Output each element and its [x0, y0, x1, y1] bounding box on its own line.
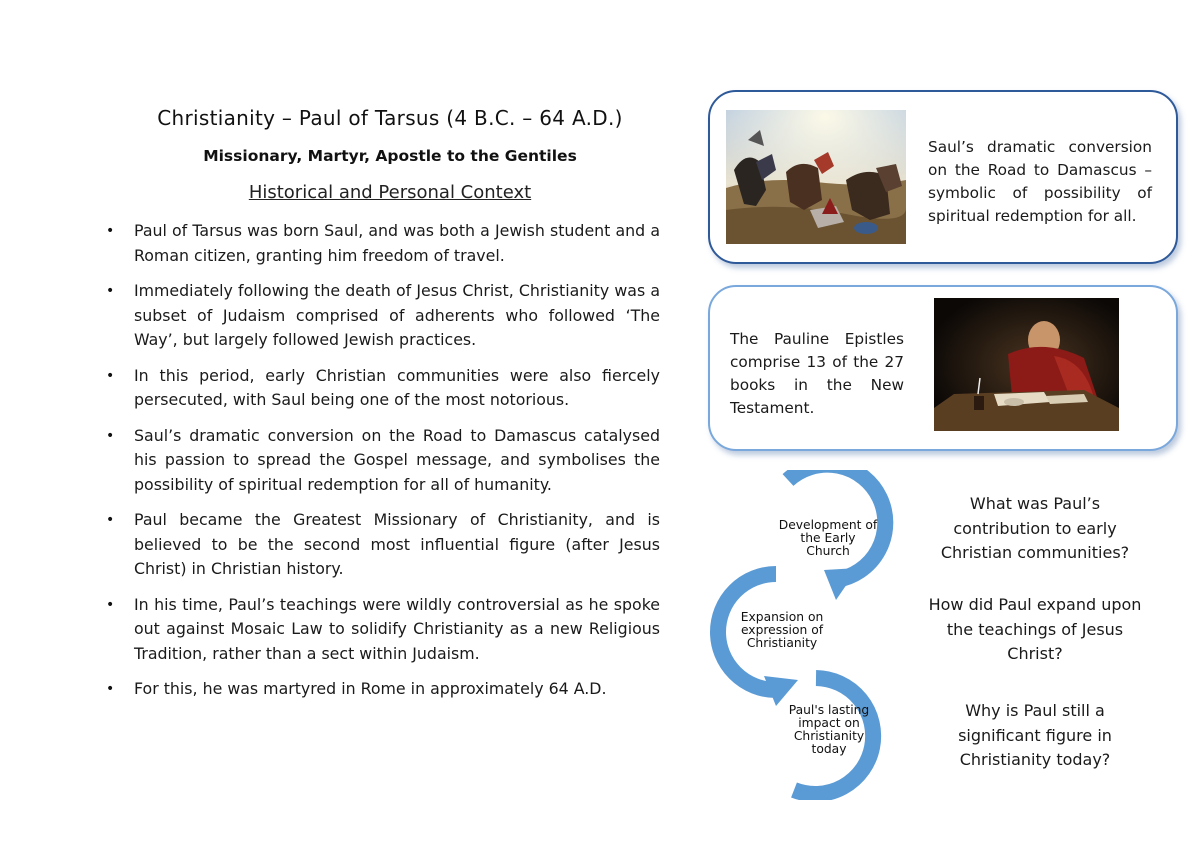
bullet-icon: • [106, 223, 115, 239]
list-item [104, 364, 660, 413]
bullet-text: For this, he was martyred in Rome in approximately 64 A.D. [134, 679, 607, 698]
list-item [104, 677, 660, 702]
bullet-text: Paul became the Greatest Missionary of Christianity, and is believed to be the second most influential figure (after Jesus Christ) in Christian history. [134, 510, 660, 578]
list-item [104, 424, 660, 498]
paul-writing-painting-image [934, 298, 1119, 431]
cycle-step-lasting-impact: Paul's lasting impact on Christianity today [788, 703, 870, 756]
bullet-icon: • [106, 427, 115, 444]
bullet-text: In this period, early Christian communities were also fiercely persecuted, with Saul being one of the most notorious. [134, 365, 660, 409]
cycle-step-development: Development of the Early Church [778, 518, 878, 558]
page-title: Christianity – Paul of Tarsus (4 B.C. – 64 A.D.) [157, 106, 623, 130]
list-item [104, 279, 660, 353]
page-subtitle: Missionary, Martyr, Apostle to the Gentiles [203, 147, 577, 165]
conversion-painting-image [726, 110, 906, 244]
bullet-text: Saul’s dramatic conversion on the Road to Damascus catalysed his passion to spread the Gospel message, and symbolises the possibility of spiritual redemption for all of humanity. [134, 425, 660, 494]
question-contribution: What was Paul’s contribution to early Christian communities? [940, 494, 1130, 562]
cycle-step-expansion: Expansion on expression of Christianity [740, 610, 824, 650]
bullet-text: Immediately following the death of Jesus Christ, Christianity was a subset of Judaism comprised of adherents who followed ‘The Way’, but largely followed Jewish practices. [134, 281, 660, 349]
conversion-caption: Saul’s dramatic conversion on the Road to Damascus – symbolic of possibility of spiritual redemption for all. [928, 138, 1152, 225]
bullet-text: In his time, Paul’s teachings were wildly controversial as he spoke out against Mosaic Law to solidify Christianity as a new Religious Tradition, rather than a sect within Judaism. [134, 594, 660, 663]
bullet-icon: • [106, 283, 115, 299]
bullet-icon: • [106, 367, 115, 384]
bullet-icon: • [106, 681, 115, 697]
list-item [104, 593, 660, 667]
cycle-arrowhead-1 [824, 568, 858, 600]
epistles-caption: The Pauline Epistles comprise 13 of the 27 books in the New Testament. [730, 330, 904, 417]
bullet-icon: • [106, 512, 115, 528]
question-significance: Why is Paul still a significant figure in Christianity today? [958, 701, 1112, 769]
question-expand-teachings: How did Paul expand upon the teachings of Jesus Christ? [928, 595, 1142, 663]
bullet-icon: • [106, 596, 115, 613]
section-heading: Historical and Personal Context [248, 182, 532, 203]
context-bullet-list [104, 219, 660, 713]
list-item [104, 508, 660, 582]
bullet-text: Paul of Tarsus was born Saul, and was both a Jewish student and a Roman citizen, granting him freedom of travel. [134, 221, 660, 265]
list-item [104, 219, 660, 268]
